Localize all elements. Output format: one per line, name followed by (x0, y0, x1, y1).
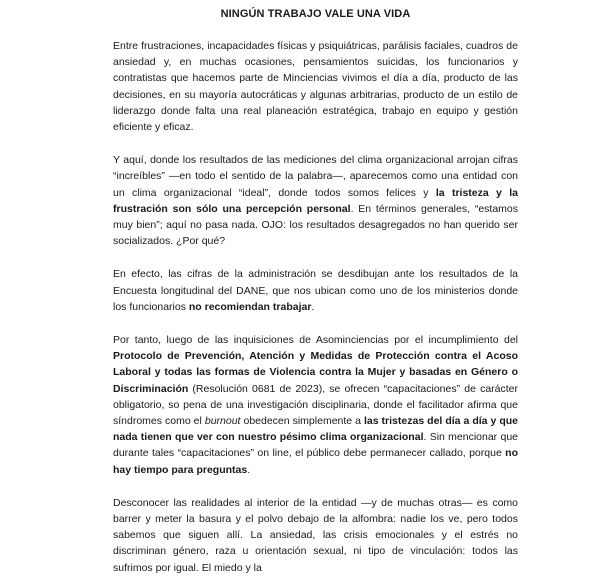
bold-text: no hay tiempo para preguntas (113, 447, 518, 476)
paragraph (113, 266, 518, 315)
document-title: NINGÚN TRABAJO VALE UNA VIDA (220, 8, 411, 20)
text-run: . En términos generales, “estamos muy bien”; aquí no pasa nada. OJO: los resultados desagregados no han querido ser socializados. ¿Por qué? (113, 202, 519, 248)
text-run: Por tanto, luego de las inquisiciones de Asominciencias por el incumplimiento del (113, 334, 518, 347)
text-run: En efecto, las cifras de la administración se desdibujan ante los resultados de la Encuesta longitudinal del DANE, que nos ubican como uno de los ministerios donde los funcionarios (113, 268, 518, 313)
text-run: . (247, 463, 251, 476)
bold-text: la tristeza y la frustración son sólo una percepción personal (113, 186, 518, 215)
bold-text: Protocolo de Prevención, Atención y Medidas de Protección contra el Acoso Laboral y todas las formas de Violencia contra la Mujer y basadas en Género o Discriminación (113, 350, 518, 395)
italic-text: burnout (204, 415, 241, 428)
text-run: (Resolución 0681 de 2023), se ofrecen “capacitaciones” de carácter obligatorio, so pena de una investigación disciplinaria, donde el facilitador afirma que síndromes como el (113, 382, 518, 428)
text-run: Y aquí, donde los resultados de las mediciones del clima organizacional arrojan cifras “increíbles” —en todo el sentido de la palabra—, aparecemos como una entidad con un clima organizacional “ideal”, donde todos somos felices y (113, 154, 518, 199)
paragraph (113, 495, 518, 576)
text-run: obedecen simplemente a (240, 415, 364, 428)
paragraph (113, 152, 518, 249)
bold-text: las tristezas del día a día y que nada tienen que ver con nuestro pésimo clima organizacional (113, 415, 518, 444)
text-run: . Sin mencionar que durante tales “capacitaciones” on line, el público debe permanecer callado, porque (113, 431, 518, 460)
document-body (113, 38, 518, 576)
text-run: Entre frustraciones, incapacidades físicas y psiquiátricas, parálisis faciales, cuadros de ansiedad y, en muchas ocasiones, pensamientos suicidas, los funcionarios y contratistas que hacemos parte de Minciencias vivimos el día a día, producto de las decisiones, en su mayoría autocráticas y algunas arbitrarias, producto de un estilo de liderazgo donde falta una real planeación estratégica, trabajo en equipo y gestión eficiente y eficaz. (113, 40, 518, 134)
text-run: Desconocer las realidades al interior de la entidad —y de muchas otras— es como barrer y meter la basura y el polvo debajo de la alfombra: nadie los ve, pero todos sabemos que siguen allí. La ansiedad, las crisis emocionales y el estrés no discriminan género, raza u orientación sexual, ni tipo de vinculación: todos las sufrimos por igual. El miedo y la (113, 496, 518, 574)
paragraph (113, 332, 518, 478)
paragraph (113, 38, 518, 135)
bold-text: no recomiendan trabajar (188, 300, 312, 313)
text-run: . (311, 300, 315, 313)
